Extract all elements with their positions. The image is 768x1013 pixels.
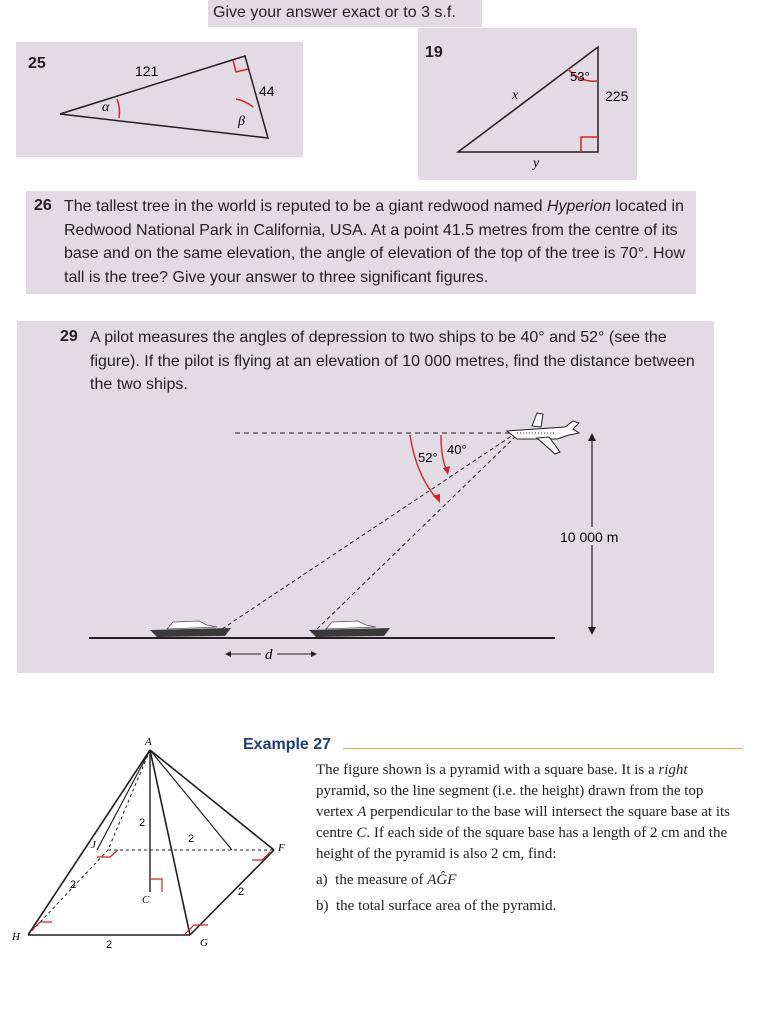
example-text-part: perpendicular to the base will intersect the square base at its centre [316, 804, 731, 841]
question-text-part: The tallest tree in the world is reputed to be a giant redwood named [64, 198, 547, 215]
right-angle-marker [581, 137, 598, 152]
example-text-italic: A [357, 804, 367, 820]
example-27-rule [343, 748, 743, 749]
example-27-item-a [316, 872, 456, 889]
alpha-arc [117, 99, 119, 118]
side-label-121: 121 [135, 63, 159, 79]
question-number: 26 [34, 197, 52, 214]
item-marker: b) [316, 898, 329, 914]
length-label: 2 [188, 833, 195, 845]
example-text-part: The figure shown is a pyramid with a square base. It is a [316, 762, 659, 778]
lateral-edge [28, 750, 150, 935]
right-angle-marker [150, 879, 162, 892]
example-27-text [316, 760, 736, 865]
example-27-item-b [316, 898, 556, 915]
vertex-label-G: G [200, 937, 208, 949]
triangle-diagram [16, 42, 303, 157]
side-label-225: 225 [605, 88, 629, 104]
arrowhead [588, 433, 596, 441]
ship-icon [150, 621, 231, 637]
hypotenuse-label: x [512, 88, 519, 103]
question-19-panel [418, 28, 637, 180]
vertex-label-H: H [12, 931, 20, 943]
arrowhead [443, 466, 450, 475]
question-number: 19 [425, 44, 443, 61]
question-text [64, 195, 692, 289]
pyramid-diagram [0, 730, 300, 970]
distance-label: d [265, 647, 273, 663]
question-text-italic: Hyperion [546, 198, 611, 215]
arrowhead [588, 627, 596, 635]
vertex-label-J: J [91, 839, 96, 851]
header-instruction-panel [208, 0, 482, 27]
triangle-outline [60, 56, 268, 138]
vertex-label-A: A [145, 736, 152, 748]
example-text-part: pyramid, so the line segment (i.e. the height) drawn from the top vertex [316, 783, 704, 820]
slant-height-AJ [97, 750, 150, 850]
length-label: 2 [106, 939, 113, 951]
example-27-title: Example 27 [243, 736, 332, 753]
vertex-label-F: F [278, 842, 285, 854]
arrowhead [311, 651, 317, 657]
ship-icon [309, 621, 390, 637]
angle-40-label: 40° [447, 442, 467, 457]
triangle-outline [458, 47, 598, 152]
beta-arc [236, 99, 253, 107]
side-label-44: 44 [259, 83, 275, 99]
item-text: the total surface area of the pyramid. [336, 898, 557, 914]
length-label: 2 [139, 817, 146, 829]
item-text: the measure of [335, 872, 428, 888]
question-25-panel [16, 42, 303, 157]
question-text-part: located in Redwood National Park in California, USA. At a point 41.5 metres from the centre of its base and on the same elevation, the angle of elevation of the top of the tree is 70°. How tall is the tree? Give your answer to three significant figures. [64, 198, 686, 286]
example-text-italic: right [658, 762, 688, 778]
angle-53-label: 53° [570, 69, 590, 84]
angle-alpha-label: α [102, 100, 110, 115]
length-label: 2 [70, 879, 77, 891]
depression-angle-diagram [17, 321, 714, 673]
angle-52-label: 52° [418, 450, 438, 465]
right-angle-marker [233, 60, 248, 72]
height-label: 10 000 m [560, 529, 619, 545]
sight-line-near-ship [222, 435, 513, 629]
question-number: 25 [28, 55, 46, 72]
base-edge-right [190, 850, 274, 935]
header-instruction: Give your answer exact or to 3 s.f. [213, 4, 456, 21]
lateral-edge-hidden [108, 750, 150, 850]
angle-52-arc [410, 435, 437, 499]
question-26-panel [26, 191, 696, 294]
example-text-italic: C [356, 825, 367, 841]
question-text: A pilot measures the angles of depression to two ships to be 40° and 52° (see the figure). If the pilot is flying at an elevation of 10 000 metres, find the distance between the two ships. [90, 329, 695, 393]
item-marker: a) [316, 872, 328, 888]
base-label: y [533, 156, 540, 171]
triangle-diagram [418, 28, 637, 180]
question-number: 29 [60, 328, 78, 345]
airplane-icon [507, 413, 579, 454]
item-angle: AĜF [427, 872, 457, 888]
arrowhead [225, 651, 231, 657]
angle-beta-label: β [238, 114, 245, 129]
vertex-label-C: C [142, 894, 150, 906]
question-29-panel [17, 321, 714, 673]
length-label: 2 [238, 886, 245, 898]
example-text-part: . If each side of the square base has a length of 2 cm and the height of the pyramid is also 2 cm, find: [316, 825, 728, 862]
